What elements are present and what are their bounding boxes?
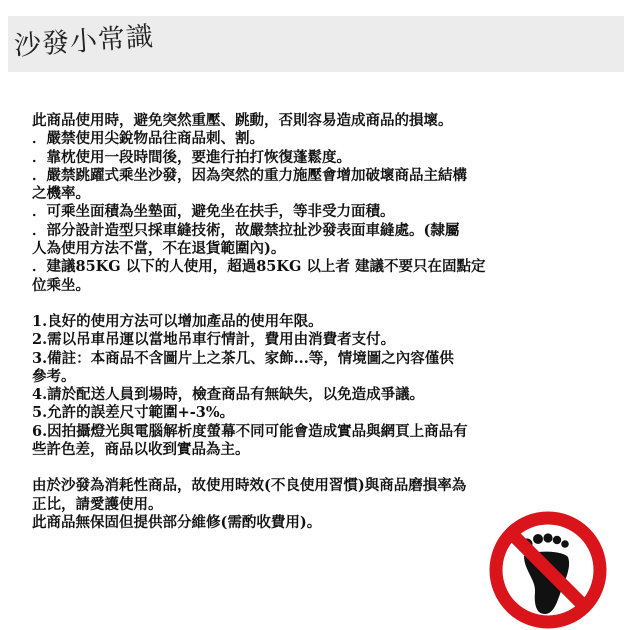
notice-line: 正比，請愛護使用。 [32, 495, 163, 513]
notice-line: 2.需以吊車吊運以當地吊車行情計，費用由消費者支付。 [32, 331, 396, 349]
notice-line: 參考。 [32, 367, 76, 385]
notice-line: 由於沙發為消耗性商品，故使用時效(不良使用習慣)與商品磨損率為 [32, 477, 467, 495]
notice-line: 4.請於配送人員到場時，檢查商品有無缺失，以免造成爭議。 [32, 386, 425, 404]
notice-line: 此商品使用時，避免突然重壓、跳動，否則容易造成商品的損壞。 [32, 112, 453, 129]
notice-line: 3.備註：本商品不含圖片上之茶几、家飾...等，情境圖之內容僅供 [32, 349, 454, 367]
notice-line: 些許色差，商品以收到實品為主。 [32, 441, 250, 459]
no-standing-icon [488, 510, 608, 630]
notice-line: ．嚴禁使用尖銳物品往商品刺、割。 [32, 130, 264, 148]
notice-line: ．可乘坐面積為坐墊面，避免坐在扶手，等非受力面積。 [32, 203, 395, 221]
notice-line: ．建議85KG 以下的人使用，超過85KG 以上者 建議不要只在固點定 [32, 258, 486, 276]
notice-line: 1.良好的使用方法可以增加產品的使用年限。 [32, 312, 323, 330]
notice-line: ．靠枕使用一段時間後，要進行拍打恢復蓬鬆度。 [32, 148, 351, 166]
notice-line: 6.因拍攝燈光與電腦解析度螢幕不同可能會造成實品與網頁上商品有 [32, 422, 468, 440]
service-terms [32, 313, 612, 459]
notice-content [32, 112, 612, 532]
notice-line: 位乘坐。 [32, 276, 90, 294]
notice-line: ．嚴禁跳躍式乘坐沙發，因為突然的重力施壓會增加破壞商品主結構 [32, 166, 467, 184]
notice-line: 人為使用方法不當，不在退貨範圍內)。 [32, 240, 286, 258]
page-title: 沙發小常識 [13, 21, 155, 62]
notice-line: 5.允許的誤差尺寸範圍+-3%。 [32, 404, 235, 422]
usage-precautions [32, 112, 612, 295]
notice-line: ．部分設計造型只採車縫技術，故嚴禁拉扯沙發表面車縫處。(隸屬 [32, 221, 460, 239]
notice-line: 之機率。 [32, 185, 90, 203]
notice-line: 此商品無保固但提供部分維修(需酌收費用)。 [32, 513, 322, 531]
